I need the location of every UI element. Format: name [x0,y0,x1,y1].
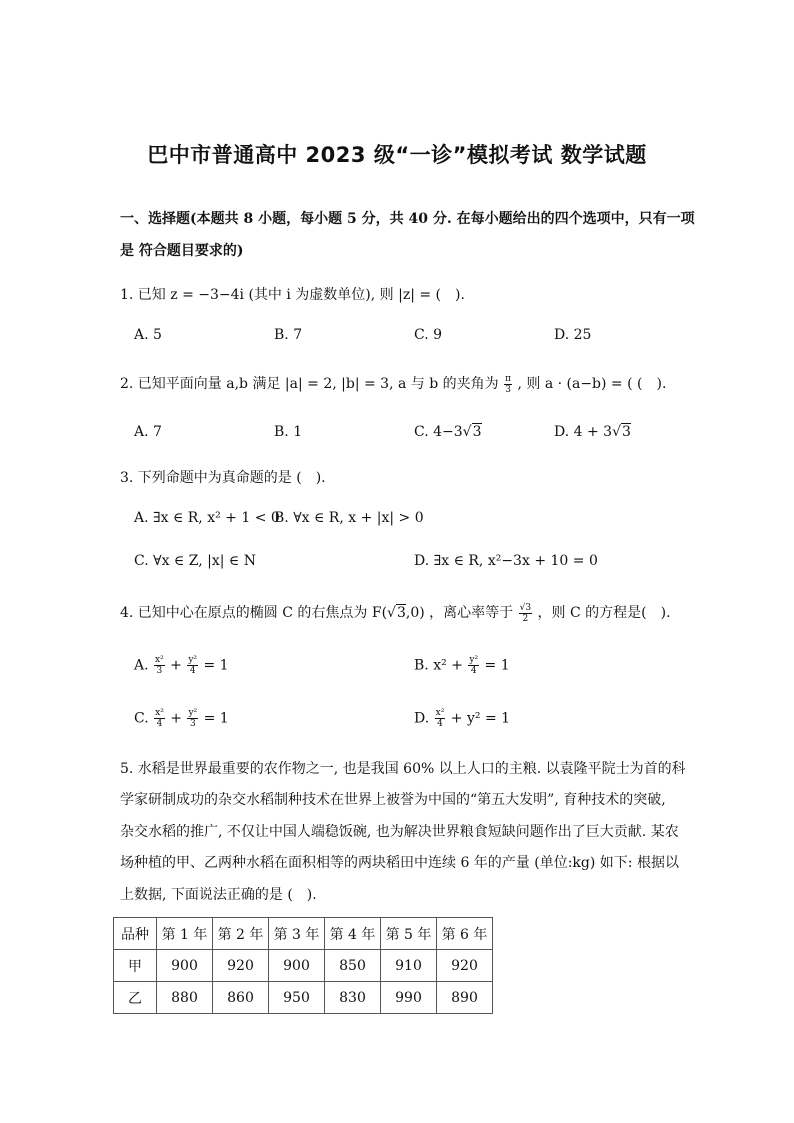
table-header-cell: 第 2 年 [213,918,269,950]
q4-stem-part-b: ,0) ，离心率等于 [405,605,514,621]
q4-c-label: C. [134,710,149,727]
q4-b-x2: x² [433,657,447,674]
section-heading-line-2: 是 符合题目要求的) [120,243,244,259]
q4-c-frac-2 [187,708,198,729]
q4-eccentricity-fraction [519,603,532,624]
q2-option-c-sqrt: 3 [472,424,482,440]
table-header-cell: 第 1 年 [157,918,213,950]
q2-option-d-sqrt: 3 [622,424,631,440]
q4-option-c [134,708,229,729]
q4-c-den-2: 3 [189,719,196,729]
q3-option-b: B. ∀x ∈ R, x + |x| > 0 [274,510,424,526]
question-5-line-3: 杂交水稻的推广, 不仅让中国人端稳饭碗, 也为解决世界粮食短缺问题作出了巨大贡献. 某农 [120,824,679,840]
q2-frac-den: 3 [505,384,511,395]
q1-option-b: B. 7 [274,327,303,343]
question-5-line-5: 上数据, 下面说法正确的是 ( ). [120,887,317,903]
q4-stem-part-a: 4. 已知中心在原点的椭圆 C 的右焦点为 F( [120,605,388,621]
table-header-cell: 第 4 年 [325,918,381,950]
q2-angle-fraction [504,374,512,395]
q4-a-den-2: 4 [189,666,196,676]
q4-d-eq: = 1 [480,710,511,727]
q4-d-frac [435,708,446,729]
q4-c-num-2: y² [188,708,198,718]
q1-option-c: C. 9 [414,327,443,343]
q4-d-label: D. [414,710,430,727]
q3-option-a: A. ∃x ∈ R, x² + 1 < 0 [134,510,280,526]
q2-option-d: D. 4 + 3√3 [554,424,631,440]
q4-option-d [414,708,510,729]
table-cell: 830 [325,982,381,1014]
q4-b-plus: + [446,657,468,674]
q3-option-c: C. ∀x ∈ Z, |x| ∈ N [134,553,256,569]
q4-frac-den: 2 [522,613,529,624]
table-cell: 950 [269,982,325,1014]
q4-d-num: x² [435,708,445,718]
question-1-stem: 1. 已知 z = −3−4i (其中 i 为虚数单位), 则 |z| = ( ). [120,287,465,303]
q4-c-num-1: x² [155,708,164,718]
table-row [114,982,493,1014]
q4-a-den-1: 3 [156,666,163,676]
q4-stem-sqrt: 3 [396,605,406,621]
q2-option-c-text: C. 4−3 [414,424,463,440]
table-header-cell: 第 5 年 [381,918,437,950]
table-header-cell: 第 3 年 [269,918,325,950]
q1-option-d: D. 25 [554,327,592,343]
table-row [114,950,493,982]
table-cell: 860 [213,982,269,1014]
q4-c-den-1: 4 [156,719,163,729]
question-3-stem: 3. 下列命题中为真命题的是 ( ). [120,470,326,486]
q4-a-plus: + [165,657,187,674]
table-cell: 850 [325,950,381,982]
q2-option-c: C. 4−3√3 [414,424,482,440]
q4-d-plus: + [446,710,467,727]
q4-a-label: A. [134,657,149,674]
q3-option-d: D. ∃x ∈ R, x²−3x + 10 = 0 [414,553,598,569]
q4-c-eq: = 1 [199,710,229,727]
table-cell: 900 [269,950,325,982]
q4-b-eq: = 1 [480,657,510,674]
q2-stem-part-a: 2. 已知平面向量 a,b 满足 |a| = 2, |b| = 3, a 与 b 的夹角为 [120,376,499,392]
table-cell: 920 [213,950,269,982]
q4-frac-num: √3 [519,602,532,613]
q4-c-frac-1 [154,708,165,729]
table-cell: 甲 [114,950,157,982]
question-4-stem: 4. 已知中心在原点的椭圆 C 的右焦点为 F(√3,0) ，离心率等于 $\frac{√3}{2}$ ，则 C 的方程是( ). [120,602,671,624]
q4-option-b [414,655,510,676]
table-header-cell: 第 6 年 [437,918,493,950]
yield-table [113,917,493,1014]
table-cell: 880 [157,982,213,1014]
q4-b-label: B. [414,657,429,674]
table-cell: 900 [157,950,213,982]
q4-a-frac-1 [154,655,165,676]
section-heading-line-1: 一、选择题(本题共 8 小题，每小题 5 分，共 40 分. 在每小题给出的四个选项中，只有一项 [120,211,695,227]
table-header-row [114,918,493,950]
question-5-line-4: 场种植的甲、乙两种水稻在面积相等的两块稻田中连续 6 年的产量 (单位:kg) 如下: 根据以 [120,855,679,871]
q4-stem-part-c: ，则 C 的方程是( ). [537,605,671,621]
q4-b-frac [468,655,479,676]
q4-a-eq: = 1 [199,657,229,674]
q4-d-den: 4 [437,719,443,729]
q4-a-num-1: x² [155,655,164,665]
q4-option-a [134,655,229,676]
q4-d-y2: y² [466,710,481,727]
question-5-line-1: 5. 水稻是世界最重要的农作物之一, 也是我国 60% 以上人口的主粮. 以袁隆平院士为首的科 [120,761,686,777]
q1-option-a: A. 5 [134,327,162,343]
q2-option-d-text: D. 4 + 3 [554,424,613,440]
q2-option-a: A. 7 [134,424,162,440]
q4-b-den: 4 [470,666,477,676]
q4-a-num-2: y² [188,655,198,665]
q4-b-num: y² [469,655,479,665]
q2-stem-part-b: , 则 a · (a−b) = ( ( ). [517,376,667,392]
question-5-line-2: 学家研制成功的杂交水稻制种技术在世界上被誉为中国的“第五大发明”, 育种技术的突破, [120,792,666,808]
q4-a-frac-2 [187,655,198,676]
table-cell: 920 [437,950,493,982]
table-cell: 990 [381,982,437,1014]
table-cell: 乙 [114,982,157,1014]
question-2-stem [120,373,666,395]
page-title: 巴中市普通高中 2023 级“一诊”模拟考试 数学试题 [147,143,647,167]
q2-option-b: B. 1 [274,424,303,440]
table-header-cell: 品种 [114,918,157,950]
table-cell: 910 [381,950,437,982]
table-cell: 890 [437,982,493,1014]
q4-c-plus: + [165,710,187,727]
q2-frac-num: π [505,373,512,384]
